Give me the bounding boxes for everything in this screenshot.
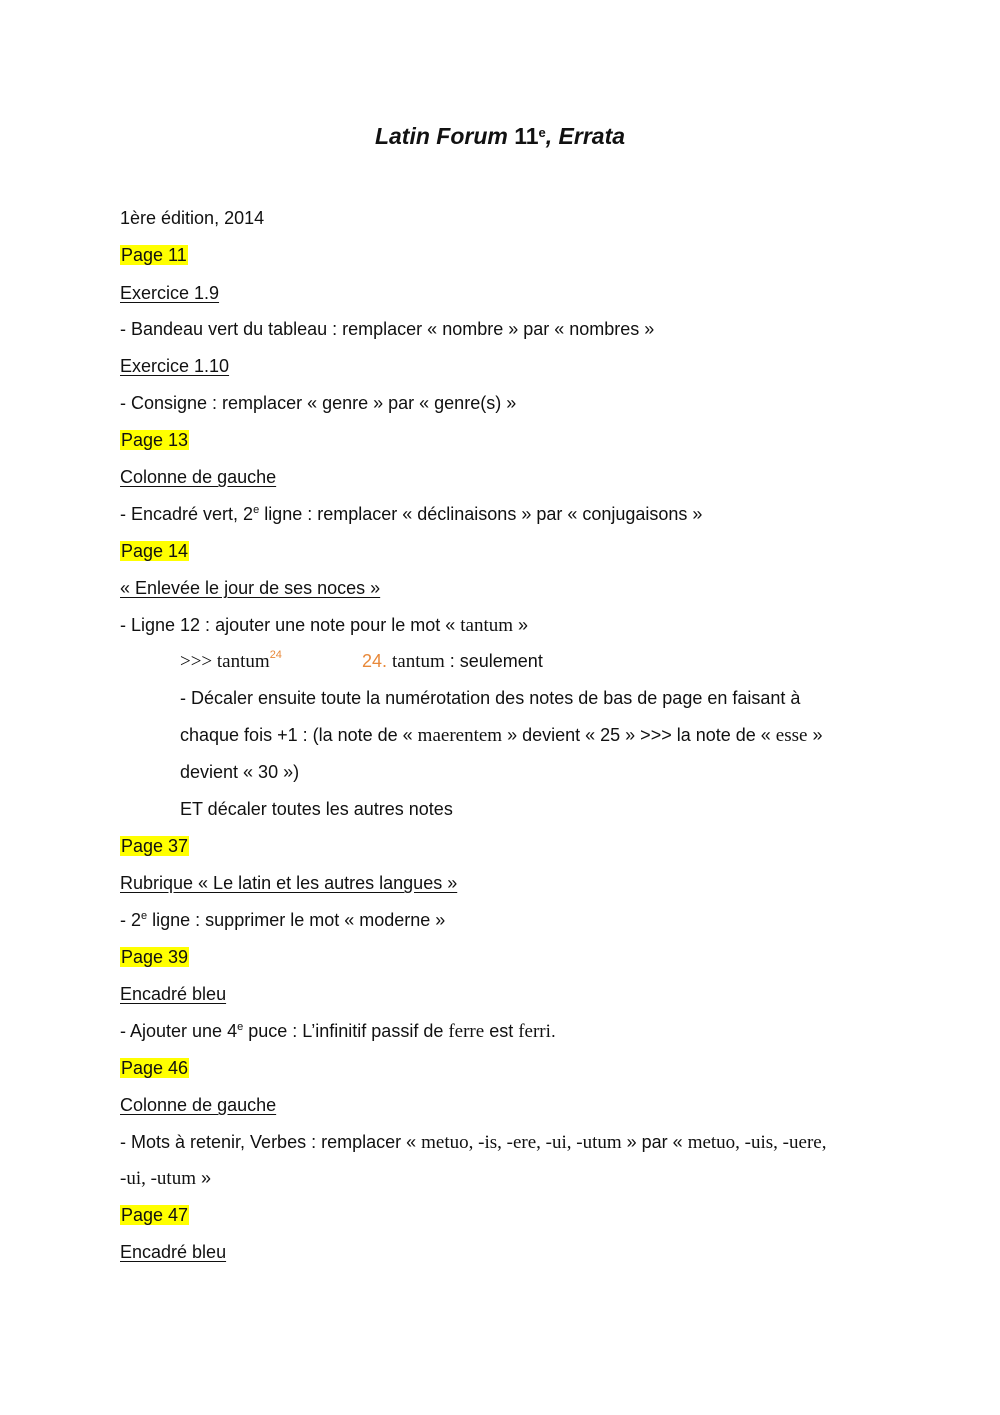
erratum-line: - 2e ligne : supprimer le mot « moderne » (120, 910, 446, 930)
section-exercice-1-9: Exercice 1.9 (120, 283, 220, 303)
page-heading-13: Page 13 (121, 430, 189, 450)
erratum-line: - Ajouter une 4e puce : L’infinitif passif de ferre est ferri. (120, 1021, 556, 1042)
title-tail: , Errata (545, 123, 626, 149)
section-colonne-gauche: Colonne de gauche (120, 1095, 277, 1115)
page-heading-47: Page 47 (121, 1205, 189, 1225)
section-encadre-bleu: Encadré bleu (120, 1242, 227, 1262)
title-italic: Latin Forum (374, 123, 508, 149)
erratum-line: - Bandeau vert du tableau : remplacer « nombre » par « nombres » (120, 319, 655, 339)
section-rubrique: Rubrique « Le latin et les autres langues » (120, 873, 458, 893)
section-encadre-bleu: Encadré bleu (120, 984, 227, 1004)
section-exercice-1-10: Exercice 1.10 (120, 356, 230, 376)
erratum-line: -ui, -utum » (120, 1168, 212, 1189)
page-heading-11: Page 11 (121, 245, 187, 265)
section-enlevee: « Enlevée le jour de ses noces » (120, 578, 381, 598)
erratum-line: - Mots à retenir, Verbes : remplacer « metuo, -is, -ere, -ui, -utum » par « metuo, -uis, -uere, (120, 1132, 827, 1153)
erratum-line: - Ligne 12 : ajouter une note pour le mot « tantum » (120, 615, 529, 636)
erratum-line: - Consigne : remplacer « genre » par « genre(s) » (120, 393, 517, 413)
page-heading-37: Page 37 (121, 836, 189, 856)
page-heading-46: Page 46 (121, 1058, 189, 1078)
erratum-line: - Encadré vert, 2e ligne : remplacer « déclinaisons » par « conjugaisons » (120, 504, 703, 524)
section-colonne-gauche: Colonne de gauche (120, 467, 277, 487)
document-title (0, 118, 1000, 154)
erratum-line: ET décaler toutes les autres notes (180, 799, 453, 819)
page-heading-39: Page 39 (121, 947, 189, 967)
page-heading-14: Page 14 (121, 541, 189, 561)
erratum-line: chaque fois +1 : (la note de « maerentem » devient « 25 » >>> la note de « esse » (180, 725, 823, 746)
footnote-ref: 24 (269, 649, 282, 661)
erratum-line: - Décaler ensuite toute la numérotation des notes de bas de page en faisant à (180, 688, 801, 708)
erratum-line: devient « 30 ») (180, 762, 300, 782)
title-number: 11 (514, 123, 539, 149)
footnote-number: 24. (361, 651, 387, 671)
title-sup: e (538, 125, 546, 140)
edition-line: 1ère édition, 2014 (120, 208, 265, 228)
footnote-example: >>> tantum$^{24}$ 24. tantum : seulement (180, 649, 543, 672)
